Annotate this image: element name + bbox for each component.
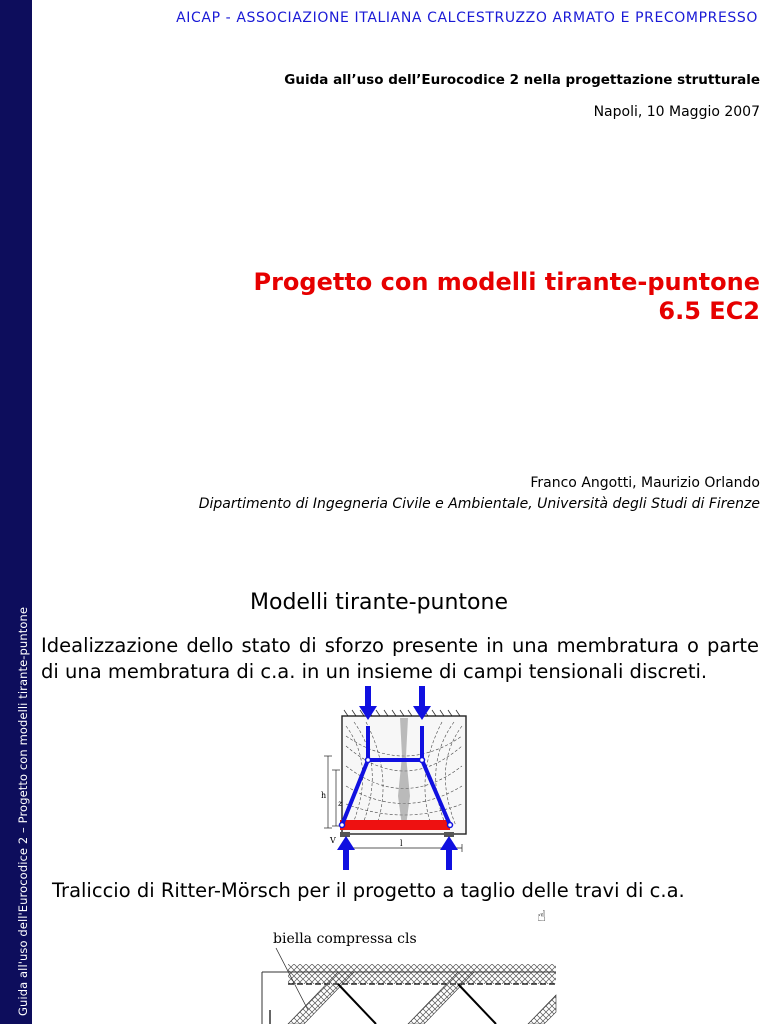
ritter-caption: Traliccio di Ritter-Mörsch per il progetto a taglio delle travi di c.a. <box>52 879 685 902</box>
strut-tie-figure <box>316 686 472 872</box>
dim-z-label: z <box>338 799 343 808</box>
reaction-arrows <box>337 836 458 870</box>
sidebar-caption: Guida all'uso dell'Eurocodice 2 – Progetto con modelli tirante-puntone <box>16 606 30 1016</box>
strut-label: biella compressa cls <box>273 931 417 947</box>
dim-h-label: h <box>321 791 327 800</box>
ritter-truss-figure <box>258 907 558 1024</box>
sidebar-band <box>0 0 32 1024</box>
top-hatching <box>342 710 466 716</box>
guide-title: Guida all’uso dell’Eurocodice 2 nella progettazione strutturale <box>284 72 760 88</box>
section-title: Modelli tirante-puntone <box>250 590 508 615</box>
title-line-2: 6.5 EC2 <box>658 297 760 325</box>
support-v-label: V <box>330 836 336 845</box>
place-date: Napoli, 10 Maggio 2007 <box>593 104 760 120</box>
title-line-1: Progetto con modelli tirante-puntone <box>253 268 760 296</box>
author-names: Franco Angotti, Maurizio Orlando <box>530 475 760 491</box>
page-title <box>253 268 760 326</box>
section-paragraph: Idealizzazione dello stato di sforzo presente in una membratura o parte di una membratura di c.a. in un insieme di campi tensionali discreti. <box>41 634 759 683</box>
department: Dipartimento di Ingegneria Civile e Ambientale, Università degli Studi di Firenze <box>198 496 760 512</box>
hand-pointer-icon[interactable]: ☝ <box>537 907 547 925</box>
span-l-label: l <box>400 839 403 848</box>
tie-bar <box>340 820 450 830</box>
organization-name: AICAP - ASSOCIAZIONE ITALIANA CALCESTRUZZO ARMATO E PRECOMPRESSO <box>176 10 758 26</box>
support-left <box>340 832 350 837</box>
compression-band <box>288 964 556 984</box>
